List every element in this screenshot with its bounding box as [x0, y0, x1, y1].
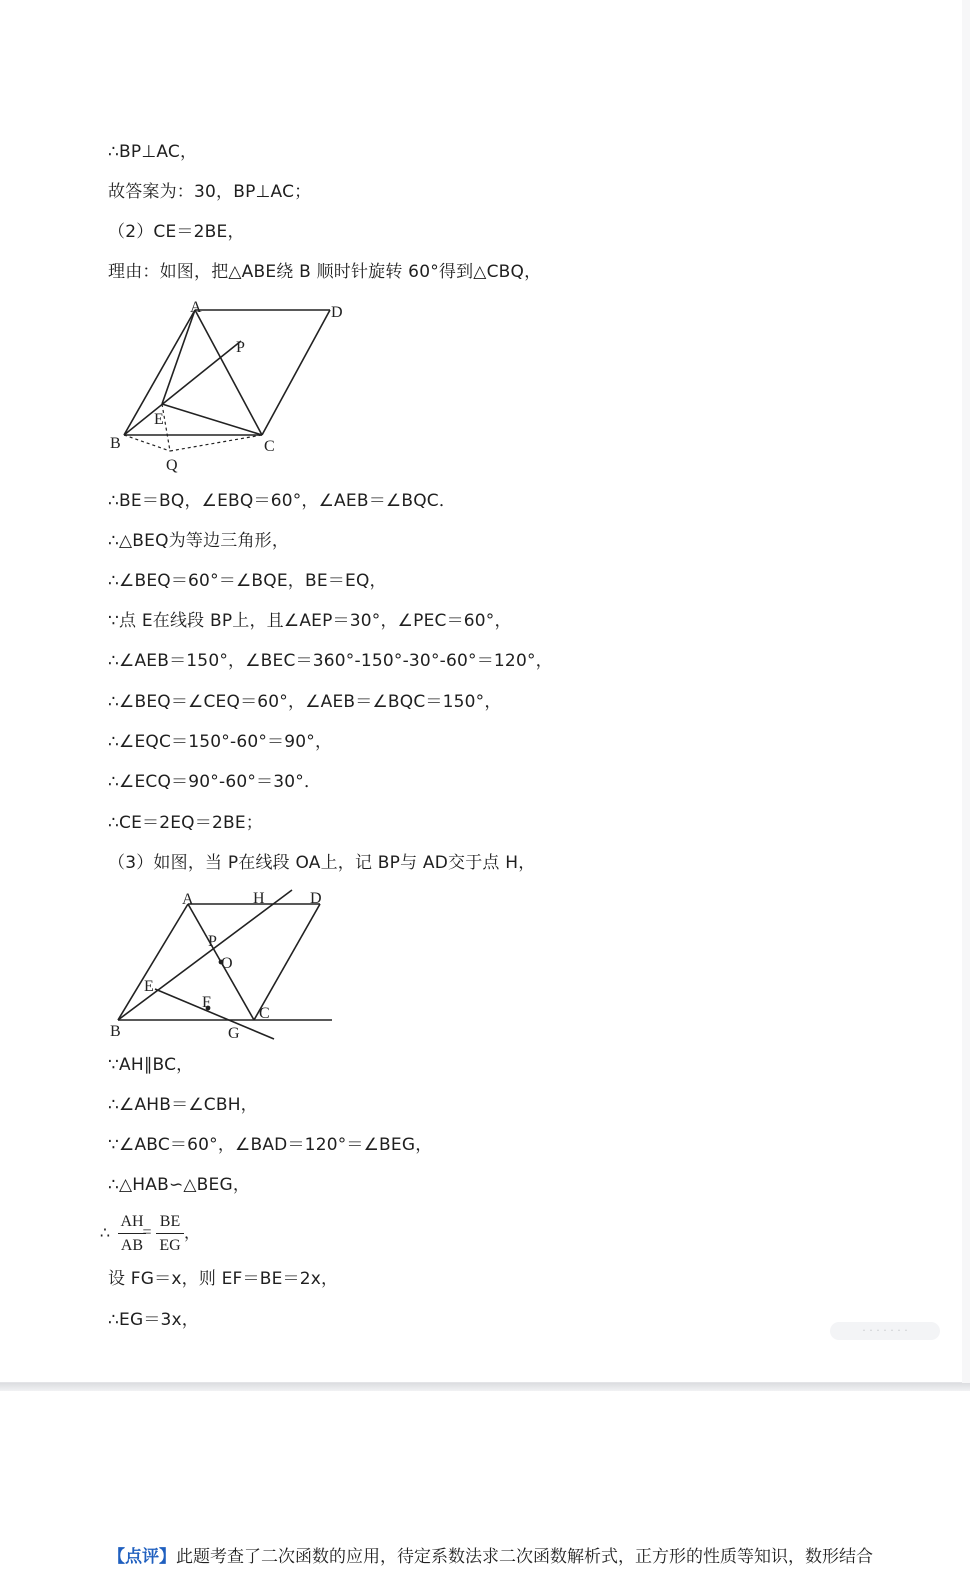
- point-label-O: O: [221, 955, 233, 972]
- geometry-figure-1: [108, 298, 348, 474]
- point-label-Q: Q: [166, 457, 178, 474]
- solution-line: 故答案为：30，BP⊥AC；: [108, 182, 312, 202]
- point-label-P: P: [208, 933, 217, 950]
- fraction-numerator-1: AH: [120, 1213, 144, 1230]
- solution-line: ∴EG＝3x，: [108, 1310, 200, 1330]
- solution-line: ∵∠ABC＝60°，∠BAD＝120°＝∠BEG，: [108, 1135, 433, 1155]
- point-label-A: A: [190, 299, 202, 316]
- point-label-P: P: [236, 339, 245, 356]
- fraction-denominator-1: AB: [120, 1237, 144, 1254]
- solution-line: 理由：如图，把△ABE绕 B 顺时针旋转 60°得到△CBQ，: [108, 262, 542, 282]
- point-label-B: B: [110, 435, 121, 452]
- solution-line: ∴△BEQ为等边三角形，: [108, 531, 290, 551]
- point-label-C: C: [259, 1005, 270, 1022]
- solution-line: （3）如图，当 P在线段 OA上，记 BP与 AD交于点 H，: [108, 853, 536, 873]
- page-separator: [0, 1383, 970, 1391]
- solution-line: ∴∠BEQ＝∠CEQ＝60°，∠AEB＝∠BQC＝150°，: [108, 692, 502, 712]
- point-label-F: F: [202, 994, 211, 1011]
- point-label-B: B: [110, 1023, 121, 1040]
- review-line: [108, 1546, 873, 1568]
- segment-AE: [162, 310, 195, 404]
- solution-line: ∴BP⊥AC，: [108, 142, 198, 162]
- next-page: [0, 1391, 970, 1570]
- segment-DC: [262, 310, 330, 435]
- solution-line: ∴∠AEB＝150°，∠BEC＝360°-150°-30°-60°＝120°，: [108, 651, 553, 671]
- fraction-equals: =: [142, 1224, 152, 1241]
- fraction-denominator-2: EG: [159, 1237, 181, 1254]
- review-text: 此题考查了二次函数的应用，待定系数法求二次函数解析式，正方形的性质等知识，数形结合: [176, 1547, 873, 1567]
- point-label-E: E: [144, 978, 154, 995]
- segment-QC: [170, 435, 262, 451]
- point-label-C: C: [264, 438, 275, 455]
- segment-BQ: [124, 435, 170, 451]
- solution-line: ∴∠ECQ＝90°-60°＝30°．: [108, 772, 322, 792]
- segment-EG: [155, 989, 274, 1039]
- point-label-H: H: [253, 890, 265, 907]
- solution-line: ∵点 E在线段 BP上，且∠AEP＝30°，∠PEC＝60°，: [108, 611, 512, 631]
- fraction-bar-2: [156, 1233, 184, 1234]
- review-tag: 【点评】: [108, 1547, 176, 1567]
- segment-DC: [254, 904, 320, 1020]
- page-edge: [962, 0, 970, 1390]
- fraction-prefix: ∴: [99, 1225, 111, 1242]
- point-label-D: D: [310, 890, 322, 907]
- segment-AB: [118, 904, 188, 1020]
- solution-line: ∴CE＝2EQ＝2BE；: [108, 813, 263, 833]
- point-label-E: E: [154, 411, 164, 428]
- solution-line: ∴△HAB∽△BEG，: [108, 1175, 251, 1195]
- segment-AC: [195, 310, 262, 435]
- point-label-D: D: [331, 304, 343, 321]
- solution-line: 设 FG＝x，则 EF＝BE＝2x，: [108, 1269, 339, 1289]
- point-label-G: G: [228, 1025, 240, 1042]
- segment-BP: [124, 341, 241, 435]
- solution-line: ∴∠EQC＝150°-60°＝90°，: [108, 732, 333, 752]
- watermark: · · · · · · ·: [830, 1322, 940, 1340]
- solution-line: ∴BE＝BQ，∠EBQ＝60°，∠AEB＝∠BQC．: [108, 491, 457, 511]
- fraction-equation: [99, 1212, 208, 1256]
- geometry-figure-2: [108, 884, 340, 1044]
- fraction-suffix: ，: [184, 1225, 201, 1242]
- fraction-numerator-2: BE: [159, 1213, 181, 1230]
- solution-line: ∴∠BEQ＝60°＝∠BQE，BE＝EQ，: [108, 571, 387, 591]
- solution-line: ∵AH∥BC，: [108, 1055, 194, 1075]
- solution-line: ∴∠AHB＝∠CBH，: [108, 1095, 258, 1115]
- point-label-A: A: [182, 891, 194, 908]
- solution-line: （2）CE＝2BE，: [108, 222, 245, 242]
